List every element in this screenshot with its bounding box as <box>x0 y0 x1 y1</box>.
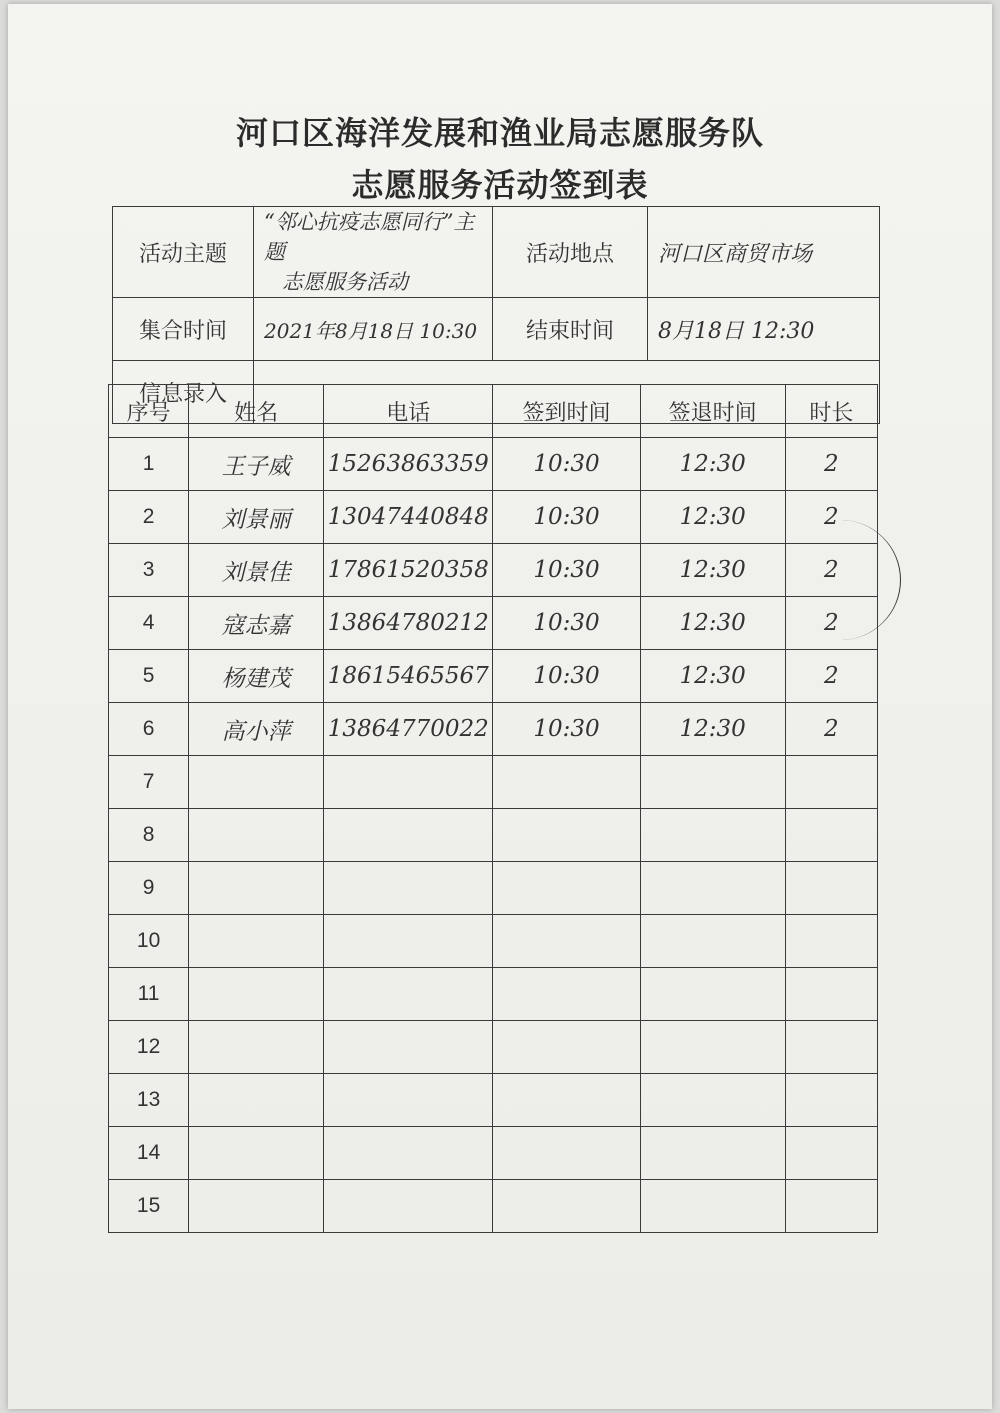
table-row <box>109 1021 878 1074</box>
row-phone: 13864780212 <box>324 597 493 650</box>
signin-table <box>108 384 878 1233</box>
row-duration <box>785 968 877 1021</box>
row-phone: 15263863359 <box>324 438 493 491</box>
row-no: 12 <box>109 1021 189 1074</box>
row-no: 9 <box>109 862 189 915</box>
table-row <box>109 438 878 491</box>
row-no: 1 <box>109 438 189 491</box>
row-phone <box>324 1021 493 1074</box>
row-phone: 13864770022 <box>324 703 493 756</box>
row-signout-time <box>640 1180 785 1233</box>
row-signin-time <box>493 1074 640 1127</box>
row-no: 2 <box>109 491 189 544</box>
row-name: 寇志嘉 <box>189 597 324 650</box>
end-label: 结束时间 <box>493 298 648 361</box>
row-phone <box>324 1074 493 1127</box>
row-no: 11 <box>109 968 189 1021</box>
row-phone <box>324 915 493 968</box>
header-name: 姓名 <box>189 385 324 438</box>
row-no: 8 <box>109 809 189 862</box>
row-name: 刘景丽 <box>189 491 324 544</box>
row-signin-time <box>493 756 640 809</box>
row-name <box>189 1127 324 1180</box>
gather-label: 集合时间 <box>113 298 254 361</box>
row-signin-time: 10:30 <box>493 491 640 544</box>
row-phone: 17861520358 <box>324 544 493 597</box>
row-signin-time <box>493 1127 640 1180</box>
row-duration <box>785 1074 877 1127</box>
row-signout-time: 12:30 <box>640 544 785 597</box>
row-no: 15 <box>109 1180 189 1233</box>
form-subtitle: 志愿服务活动签到表 <box>351 166 649 204</box>
theme-label: 活动主题 <box>113 207 254 298</box>
row-name <box>189 1021 324 1074</box>
row-name: 高小萍 <box>189 703 324 756</box>
row-phone <box>324 809 493 862</box>
entry-label: 信息录入 <box>113 361 254 424</box>
table-row <box>109 650 878 703</box>
row-no: 4 <box>109 597 189 650</box>
row-signin-time <box>493 809 640 862</box>
row-signout-time: 12:30 <box>640 438 785 491</box>
table-row <box>109 597 878 650</box>
table-row <box>109 756 878 809</box>
table-row <box>109 1127 878 1180</box>
table-row <box>109 544 878 597</box>
header-no: 序号 <box>109 385 189 438</box>
row-duration: 2 <box>785 544 877 597</box>
row-phone: 18615465567 <box>324 650 493 703</box>
row-duration <box>785 1180 877 1233</box>
row-name <box>189 756 324 809</box>
row-signout-time: 12:30 <box>640 703 785 756</box>
row-signout-time <box>640 968 785 1021</box>
row-name: 刘景佳 <box>189 544 324 597</box>
row-duration <box>785 915 877 968</box>
row-signin-time <box>493 862 640 915</box>
row-no: 7 <box>109 756 189 809</box>
row-no: 5 <box>109 650 189 703</box>
row-signout-time <box>640 915 785 968</box>
row-name <box>189 862 324 915</box>
row-signin-time <box>493 915 640 968</box>
table-row <box>109 1180 878 1233</box>
row-duration <box>785 1021 877 1074</box>
row-signout-time <box>640 756 785 809</box>
theme-value-line2: 志愿服务活动 <box>282 270 408 294</box>
header-duration: 时长 <box>785 385 877 438</box>
table-row <box>109 703 878 756</box>
table-row <box>109 809 878 862</box>
row-name: 杨建茂 <box>189 650 324 703</box>
row-duration: 2 <box>785 438 877 491</box>
row-signout-time <box>640 862 785 915</box>
end-value: 8月18日 12:30 <box>648 298 880 361</box>
table-row <box>109 915 878 968</box>
row-name <box>189 809 324 862</box>
row-duration <box>785 756 877 809</box>
gather-value: 2021年8月18日 10:30 <box>254 298 493 361</box>
row-name: 王子威 <box>189 438 324 491</box>
table-row <box>109 968 878 1021</box>
row-signin-time: 10:30 <box>493 544 640 597</box>
row-signout-time: 12:30 <box>640 491 785 544</box>
table-row <box>109 1074 878 1127</box>
location-value: 河口区商贸市场 <box>648 207 880 298</box>
row-phone <box>324 862 493 915</box>
row-no: 3 <box>109 544 189 597</box>
row-duration <box>785 862 877 915</box>
form-title: 河口区海洋发展和渔业局志愿服务队 <box>235 114 764 152</box>
row-signin-time <box>493 968 640 1021</box>
row-signin-time: 10:30 <box>493 597 640 650</box>
row-no: 6 <box>109 703 189 756</box>
row-signin-time: 10:30 <box>493 438 640 491</box>
row-phone <box>324 1127 493 1180</box>
row-duration: 2 <box>785 491 877 544</box>
row-phone <box>324 1180 493 1233</box>
row-signout-time <box>640 1127 785 1180</box>
location-label: 活动地点 <box>493 207 648 298</box>
row-name <box>189 915 324 968</box>
row-signout-time: 12:30 <box>640 650 785 703</box>
row-duration: 2 <box>785 650 877 703</box>
theme-value <box>254 207 493 298</box>
row-duration: 2 <box>785 703 877 756</box>
row-duration: 2 <box>785 597 877 650</box>
row-signin-time <box>493 1021 640 1074</box>
row-no: 13 <box>109 1074 189 1127</box>
row-phone <box>324 968 493 1021</box>
header-phone: 电话 <box>324 385 493 438</box>
table-row <box>109 491 878 544</box>
row-phone: 13047440848 <box>324 491 493 544</box>
row-no: 10 <box>109 915 189 968</box>
header-signin-time: 签到时间 <box>493 385 640 438</box>
row-duration <box>785 809 877 862</box>
row-phone <box>324 756 493 809</box>
row-signout-time: 12:30 <box>640 597 785 650</box>
row-no: 14 <box>109 1127 189 1180</box>
theme-value-line1: “邻心抗疫志愿同行”主题 <box>264 210 475 264</box>
row-signout-time <box>640 1021 785 1074</box>
row-name <box>189 968 324 1021</box>
row-name <box>189 1074 324 1127</box>
table-row <box>109 862 878 915</box>
header-signout-time: 签退时间 <box>640 385 785 438</box>
row-name <box>189 1180 324 1233</box>
row-duration <box>785 1127 877 1180</box>
row-signout-time <box>640 1074 785 1127</box>
row-signin-time: 10:30 <box>493 650 640 703</box>
table-header-row <box>109 385 878 438</box>
row-signin-time: 10:30 <box>493 703 640 756</box>
row-signout-time <box>640 809 785 862</box>
row-signin-time <box>493 1180 640 1233</box>
